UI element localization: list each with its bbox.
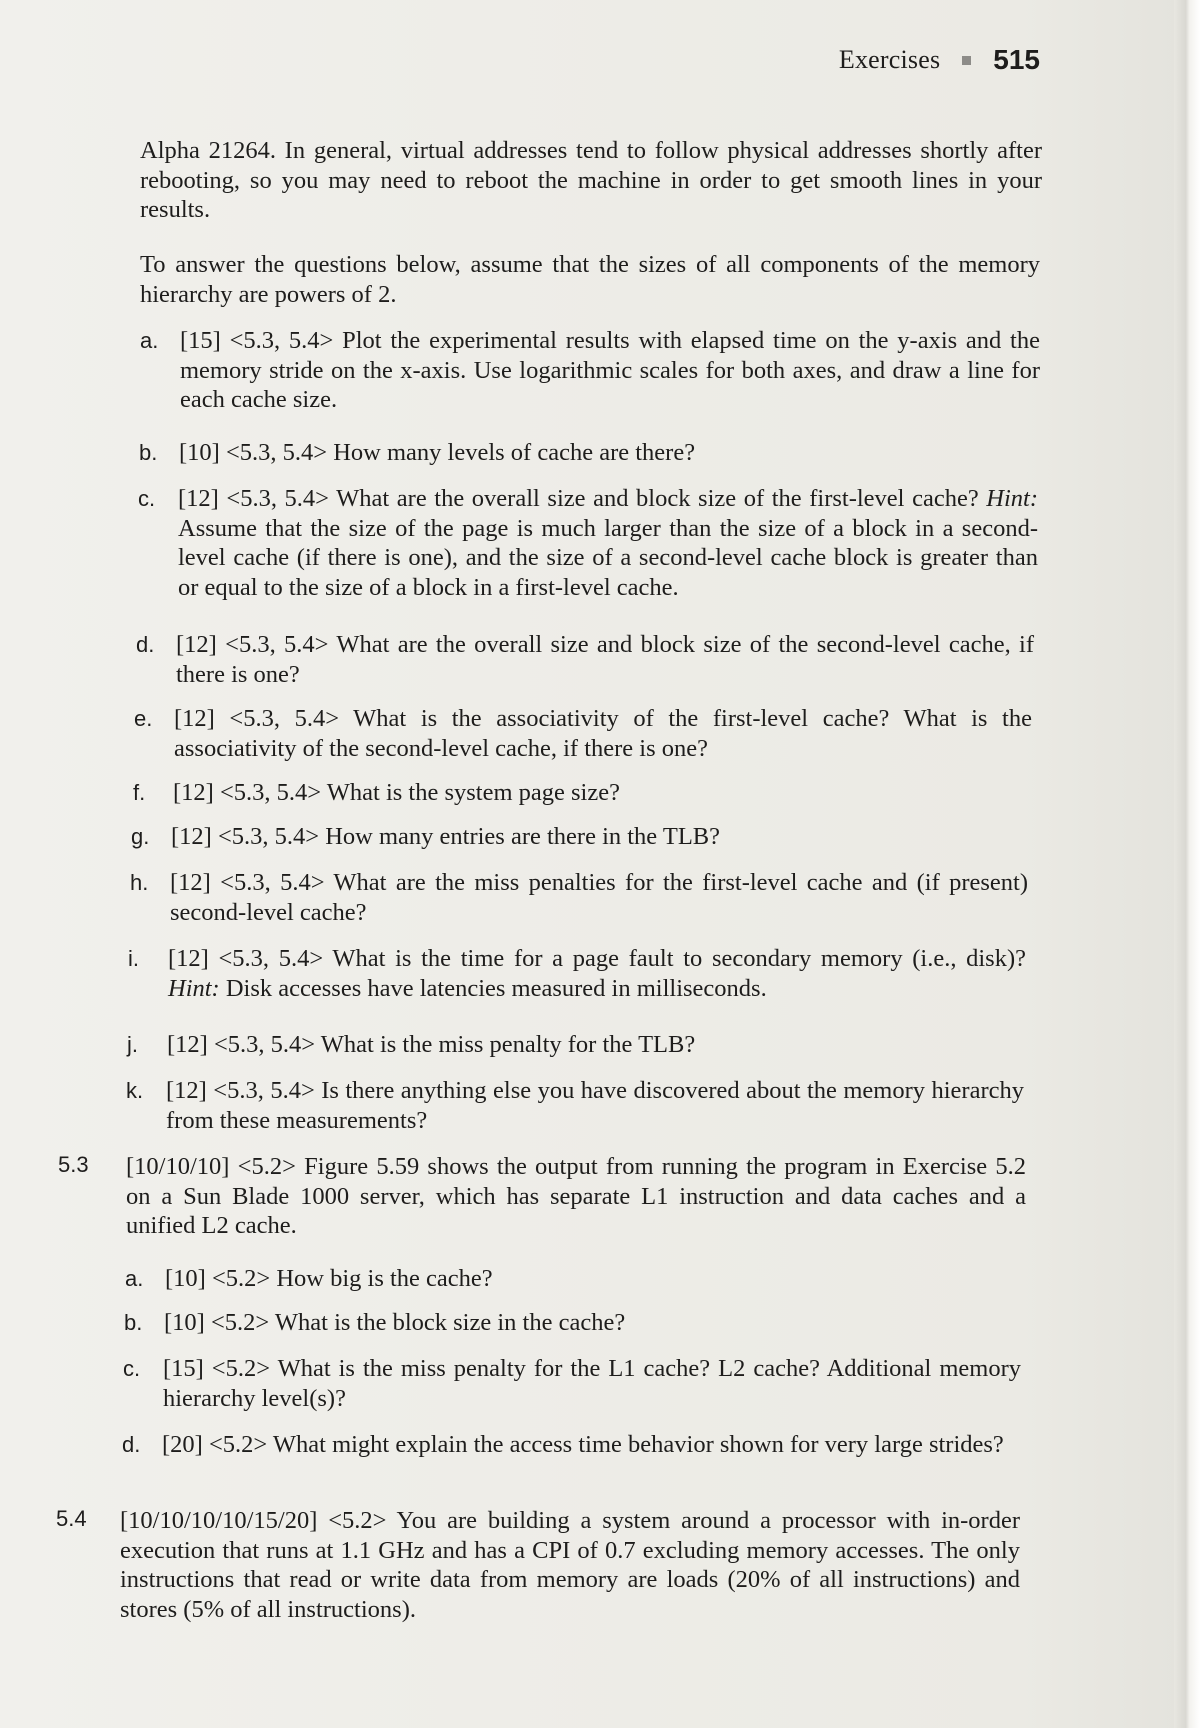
hint-label: Hint: xyxy=(986,485,1039,512)
item-text: [12] <5.3, 5.4> What are the miss penalties for the first-level cache and (if present) second-level cache? xyxy=(170,869,1028,926)
item-label: c. xyxy=(138,486,156,511)
item-label: c. xyxy=(123,1356,141,1381)
item-text: [20] <5.2> What might explain the access time behavior shown for very large strides? xyxy=(162,1431,1004,1458)
hint-label: Hint: xyxy=(168,974,220,1002)
item-label: a. xyxy=(140,328,159,353)
item-text: [10] <5.2> What is the block size in the cache? xyxy=(164,1309,626,1336)
item-text: [12] <5.3, 5.4> What is the miss penalty for the TLB? xyxy=(167,1031,696,1058)
item-label: f. xyxy=(133,780,146,805)
item-text: [15] <5.3, 5.4> Plot the experimental results with elapsed time on the y-axis and the memory stride on the x-axis. Use logarithmic scales for both axes, and draw a line for each cache size. xyxy=(180,327,1040,413)
intro-paragraph-1: Alpha 21264. In general, virtual addresses tend to follow physical addresses shortly after rebooting, so you may need to reboot the machine in order to get smooth lines in your results. xyxy=(140,137,1042,223)
item-label: b. xyxy=(124,1310,143,1335)
item-text-part: [12] <5.3, 5.4> What is the time for a page fault to secondary memory (i.e., disk)? xyxy=(168,945,1026,972)
item-text xyxy=(168,944,1026,1003)
item-text: [12] <5.3, 5.4> What are the overall size and block size of the second-level cache, if there is one? xyxy=(176,631,1034,688)
page-number: 515 xyxy=(993,44,1040,75)
item-text: [10] <5.3, 5.4> How many levels of cache are there? xyxy=(179,439,696,466)
item-text-part: Assume that the size of the page is much larger than the size of a block in a second-level cache (if there is one), and the size of a second-level cache block is greater than or equal to the size of a block in a first-level cache. xyxy=(178,514,1038,601)
item-label: i. xyxy=(128,946,139,971)
item-text: [12] <5.3, 5.4> What is the associativity of the first-level cache? What is the associativity of the second-level cache, if there is one? xyxy=(174,705,1032,762)
item-label: j. xyxy=(127,1032,138,1057)
item-label: g. xyxy=(131,824,150,849)
exercise-number-5-3: 5.3 xyxy=(58,1152,89,1177)
exercise-5-4-text: [10/10/10/10/15/20] <5.2> You are building a system around a processor with in-order execution that runs at 1.1 GHz and has a CPI of 0.7 excluding memory accesses. The only instructions that read or write data from memory are loads (20% of all instructions) and stores (5% of all instructions). xyxy=(120,1507,1020,1623)
item-label: b. xyxy=(139,440,158,465)
item-label: e. xyxy=(134,706,153,731)
intro-paragraph-2: To answer the questions below, assume that the sizes of all components of the memory hierarchy are powers of 2. xyxy=(140,251,1040,308)
item-text: [10] <5.2> How big is the cache? xyxy=(165,1265,493,1292)
item-label: h. xyxy=(130,870,149,895)
item-text: [12] <5.3, 5.4> How many entries are there in the TLB? xyxy=(171,823,721,850)
header-section-title: Exercises xyxy=(838,45,941,74)
item-text-part: Disk accesses have latencies measured in milliseconds. xyxy=(225,974,767,1002)
item-label: d. xyxy=(136,632,155,657)
item-text: [12] <5.3, 5.4> What is the system page size? xyxy=(173,779,620,806)
item-text-part: [12] <5.3, 5.4> What are the overall size and block size of the first-level cache? xyxy=(178,485,979,512)
item-label: a. xyxy=(125,1266,144,1291)
item-text: [12] <5.3, 5.4> Is there anything else you have discovered about the memory hierarchy from these measurements? xyxy=(166,1077,1024,1134)
item-label: d. xyxy=(122,1432,141,1457)
item-text xyxy=(178,484,1038,602)
item-text: [15] <5.2> What is the miss penalty for the L1 cache? L2 cache? Additional memory hierarchy level(s)? xyxy=(163,1355,1021,1412)
exercise-5-3-text: [10/10/10] <5.2> Figure 5.59 shows the output from running the program in Exercise 5.2 on a Sun Blade 1000 server, which has separate L1 instruction and data caches and a unified L2 cache. xyxy=(126,1153,1026,1239)
item-label: k. xyxy=(126,1078,144,1103)
exercise-number-5-4: 5.4 xyxy=(56,1506,87,1531)
